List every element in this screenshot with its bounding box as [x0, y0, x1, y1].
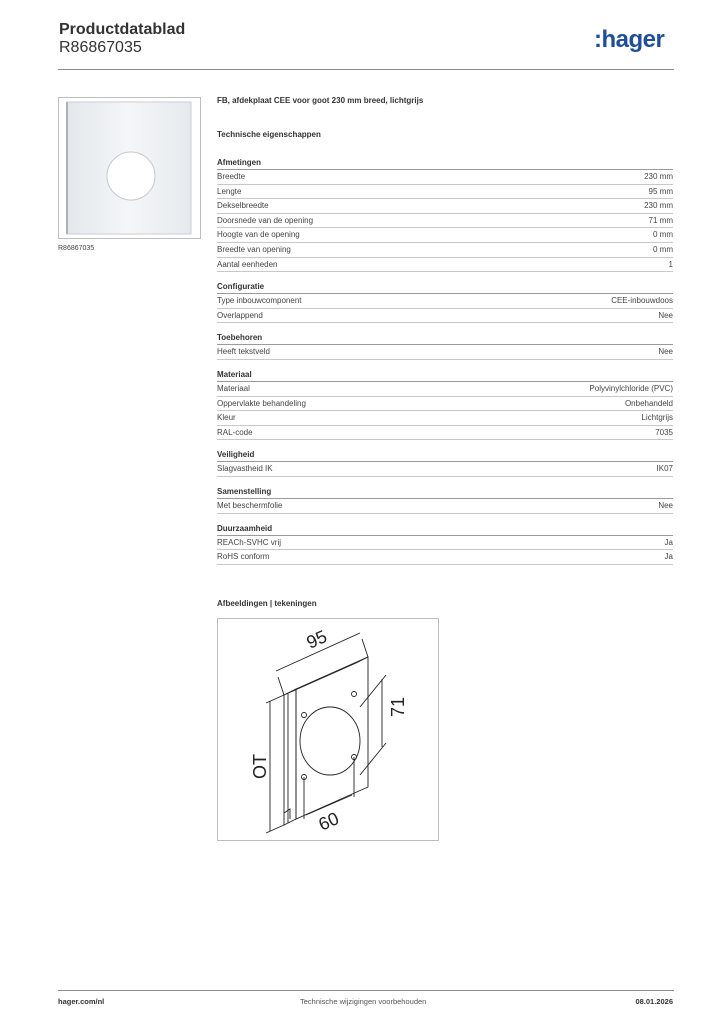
logo-text: :hager: [594, 26, 665, 53]
tech-heading: Technische eigenschappen: [217, 130, 321, 139]
drawings-heading: Afbeeldingen | tekeningen: [217, 599, 317, 608]
footer-divider: [58, 990, 674, 991]
section-heading: Materiaal: [217, 370, 673, 382]
spec-label: Slagvastheid IK: [217, 464, 273, 474]
spec-label: Hoogte van de opening: [217, 230, 300, 240]
spec-value: Lichtgrijs: [641, 413, 673, 423]
spec-row: [217, 382, 673, 397]
spec-row: [217, 185, 673, 200]
spec-value: 230 mm: [644, 172, 673, 181]
spec-row: [217, 309, 673, 324]
spec-row: [217, 345, 673, 360]
spec-label: Lengte: [217, 186, 242, 196]
section-heading: Toebehoren: [217, 333, 673, 345]
spec-row: [217, 228, 673, 243]
spec-value: Polyvinylchloride (PVC): [589, 383, 673, 393]
dim-label-left: OT: [250, 754, 270, 779]
spec-label: Doorsnede van de opening: [217, 215, 314, 225]
spec-label: Met beschermfolie: [217, 500, 283, 510]
spec-row: [217, 411, 673, 426]
spec-label: Aantal eenheden: [217, 259, 278, 269]
plate-outline: [296, 657, 368, 819]
spec-value: 71 mm: [648, 215, 673, 225]
spec-value: IK07: [656, 464, 673, 474]
spec-value: Nee: [658, 310, 673, 320]
spec-label: RoHS conform: [217, 552, 270, 562]
spec-section: [217, 487, 673, 514]
footer-website[interactable]: hager.com/nl: [58, 997, 105, 1006]
spec-row: [217, 462, 673, 477]
section-heading: Veiligheid: [217, 450, 673, 462]
spec-value: 7035: [655, 427, 673, 437]
spec-section: [217, 158, 673, 272]
spec-row: [217, 426, 673, 441]
spec-section: [217, 370, 673, 440]
dim-label-right: 71: [388, 696, 408, 717]
product-title: FB, afdekplaat CEE voor goot 230 mm breed, lichtgrijs: [217, 96, 424, 105]
spec-label: RAL-code: [217, 427, 253, 437]
spec-section: [217, 450, 673, 477]
spec-row: [217, 536, 673, 551]
cover-plate-image: [59, 98, 200, 238]
spec-label: Heeft tekstveld: [217, 347, 270, 357]
spec-label: Type inbouwcomponent: [217, 296, 302, 306]
spec-sections: [217, 158, 673, 565]
spec-row: [217, 170, 673, 185]
spec-label: Dekselbreedte: [217, 201, 269, 211]
spec-value: Ja: [664, 552, 673, 562]
footer-disclaimer: Technische wijzigingen voorbehouden: [300, 997, 427, 1006]
spec-value: 1: [668, 259, 673, 269]
spec-row: [217, 397, 673, 412]
technical-drawing: [217, 618, 439, 841]
product-thumbnail: [58, 97, 201, 239]
spec-value: Onbehandeld: [624, 398, 673, 408]
spec-value: Nee: [658, 500, 673, 510]
section-heading: Configuratie: [217, 282, 673, 294]
spec-label: Materiaal: [217, 383, 250, 393]
footer-date: 08.01.2026: [635, 997, 673, 1006]
spec-label: Oppervlakte behandeling: [217, 398, 306, 408]
spec-panel: [217, 96, 673, 575]
spec-value: 0 mm: [653, 230, 673, 240]
spec-value: CEE-inbouwdoos: [611, 296, 673, 306]
header-divider: [58, 69, 674, 70]
spec-row: [217, 550, 673, 565]
page-title: Productdatablad: [59, 21, 186, 38]
spec-row: [217, 294, 673, 309]
section-heading: Samenstelling: [217, 487, 673, 499]
spec-label: Breedte: [217, 172, 246, 181]
spec-value: 0 mm: [653, 244, 673, 254]
spec-value: Nee: [658, 347, 673, 357]
plate-opening: [300, 707, 360, 775]
spec-row: [217, 499, 673, 514]
spec-section: [217, 282, 673, 323]
spec-value: 95 mm: [648, 186, 673, 196]
spec-section: [217, 524, 673, 565]
spec-label: REACh-SVHC vrij: [217, 537, 282, 547]
spec-section: [217, 333, 673, 360]
plate-flange: [284, 689, 296, 825]
spec-row: [217, 199, 673, 214]
spec-row: [217, 214, 673, 229]
dimension-drawing: [218, 619, 438, 840]
spec-value: 230 mm: [644, 201, 673, 211]
thumbnail-caption: R86867035: [58, 245, 95, 252]
section-heading: Duurzaamheid: [217, 524, 673, 536]
dim-label-top: 95: [303, 626, 330, 653]
dim-label-bottom: 60: [315, 808, 342, 835]
spec-label: Kleur: [217, 413, 236, 423]
spec-label: Breedte van opening: [217, 244, 291, 254]
spec-row: [217, 258, 673, 273]
hager-logo: [594, 26, 674, 58]
spec-row: [217, 243, 673, 258]
section-heading: Afmetingen: [217, 158, 673, 170]
spec-value: Ja: [664, 537, 673, 547]
spec-label: Overlappend: [217, 310, 263, 320]
product-code: R86867035: [59, 39, 142, 56]
